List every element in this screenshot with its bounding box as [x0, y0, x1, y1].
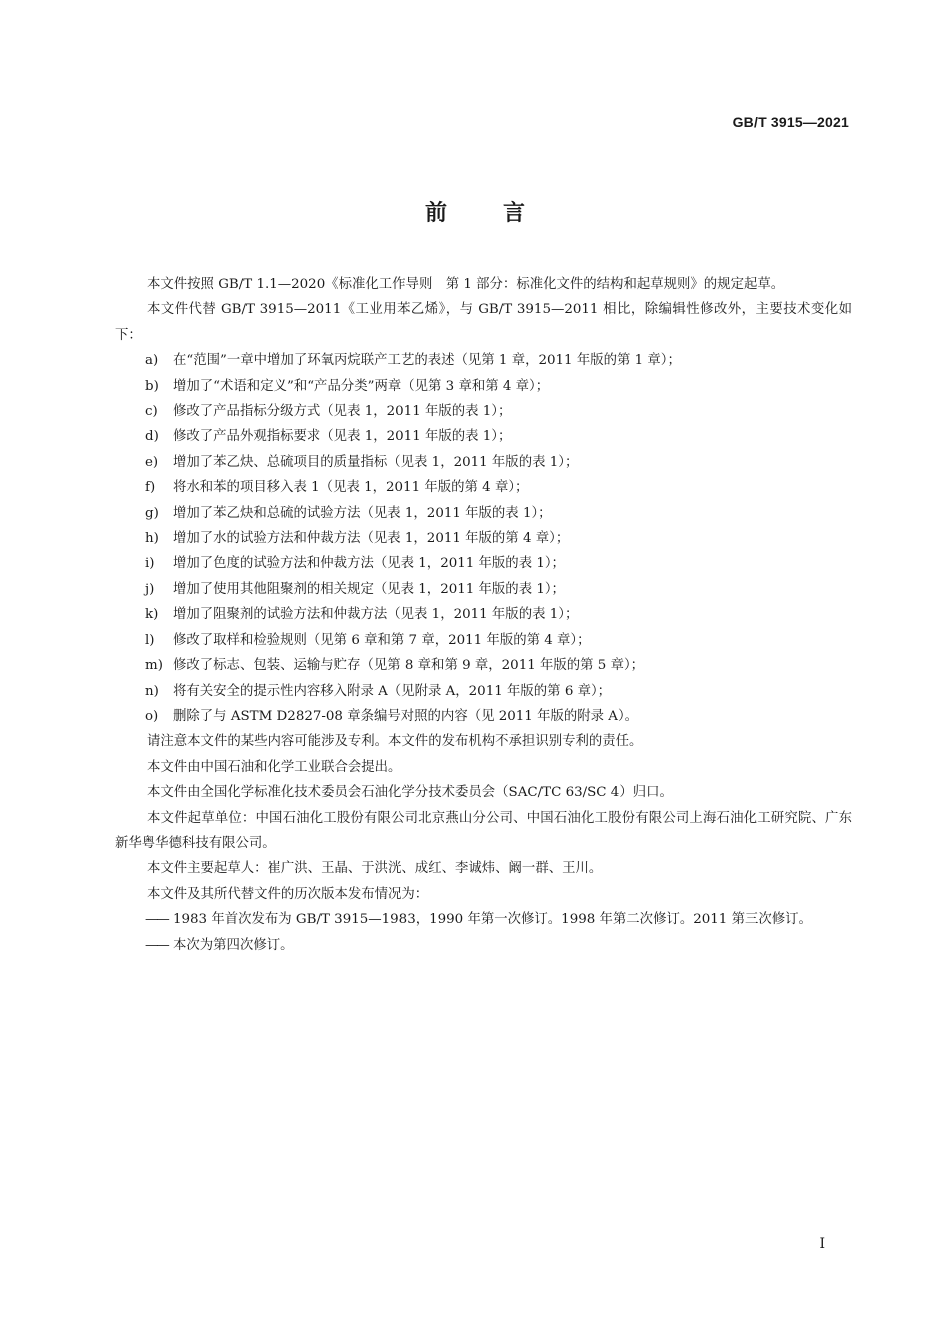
- paragraph-drafting-rules: 本文件按照 GB/T 1.1—2020《标准化工作导则 第 1 部分：标准化文件的结构和起草规则》的规定起草。: [147, 277, 785, 292]
- change-item: [115, 399, 852, 424]
- change-marker: n): [145, 683, 159, 699]
- change-marker: m): [145, 658, 163, 674]
- history-dash: ——: [145, 912, 168, 928]
- change-marker: h): [145, 531, 159, 547]
- change-item: [115, 679, 852, 704]
- change-item: [115, 374, 852, 399]
- change-marker: k): [145, 607, 159, 623]
- title-char-2: 言: [503, 201, 526, 226]
- change-item: [115, 424, 852, 449]
- change-item: [115, 450, 852, 475]
- change-item: [115, 653, 852, 678]
- change-item: [115, 526, 852, 551]
- change-text: 增加了苯乙炔、总硫项目的质量指标（见表 1，2011 年版的表 1）；: [173, 454, 579, 470]
- history-item: [115, 933, 852, 958]
- history-item: [115, 907, 852, 932]
- change-item: [115, 551, 852, 576]
- change-text: 增加了使用其他阻聚剂的相关规定（见表 1，2011 年版的表 1）；: [173, 581, 565, 597]
- change-text: 将有关安全的提示性内容移入附录 A（见附录 A，2011 年版的第 6 章）；: [173, 683, 612, 699]
- paragraph-drafting-units: 本文件起草单位：中国石油化工股份有限公司北京燕山分公司、中国石油化工股份有限公司上海石油化工研究院、广东新华粤华德科技有限公司。: [115, 810, 852, 851]
- page-number: I: [819, 1236, 825, 1252]
- change-marker: d): [145, 429, 159, 445]
- paragraph-patent-notice: 请注意本文件的某些内容可能涉及专利。本文件的发布机构不承担识别专利的责任。: [147, 734, 643, 750]
- change-item: [115, 501, 852, 526]
- change-marker: f): [145, 480, 156, 496]
- history-dash: ——: [145, 937, 168, 953]
- change-text: 将水和苯的项目移入表 1（见表 1，2011 年版的第 4 章）；: [173, 480, 529, 496]
- change-marker: l): [145, 632, 155, 648]
- change-marker: c): [145, 404, 158, 420]
- history-text: 1983 年首次发布为 GB/T 3915—1983，1990 年第一次修订。1998 年第二次修订。2011 第三次修订。: [173, 912, 812, 928]
- change-text: 修改了取样和检验规则（见第 6 章和第 7 章，2011 年版的第 4 章）；: [173, 632, 591, 648]
- change-item: [115, 348, 852, 373]
- change-item: [115, 602, 852, 627]
- foreword-body: [115, 272, 852, 958]
- title-char-1: 前: [424, 201, 447, 226]
- change-text: 删除了与 ASTM D2827-08 章条编号对照的内容（见 2011 年版的附录 A）。: [173, 708, 639, 724]
- change-item: [115, 475, 852, 500]
- change-marker: e): [145, 454, 159, 470]
- paragraph-proposer: 本文件由中国石油和化学工业联合会提出。: [147, 759, 402, 775]
- change-marker: g): [145, 505, 159, 521]
- change-text: 增加了苯乙炔和总硫的试验方法（见表 1，2011 年版的表 1）；: [173, 505, 552, 521]
- paragraph-history-intro: 本文件及其所代替文件的历次版本发布情况为：: [147, 886, 429, 902]
- paragraph-replacement: 本文件代替 GB/T 3915—2011《工业用苯乙烯》，与 GB/T 3915—2011 相比，除编辑性修改外，主要技术变化如下：: [115, 302, 852, 343]
- change-marker: b): [145, 378, 159, 394]
- change-item: [115, 704, 852, 729]
- change-marker: o): [145, 708, 159, 724]
- change-marker: i): [145, 556, 155, 572]
- change-marker: j): [145, 581, 155, 597]
- change-marker: a): [145, 353, 159, 369]
- change-item: [115, 628, 852, 653]
- paragraph-committee: 本文件由全国化学标准化技术委员会石油化学分技术委员会（SAC/TC 63/SC 4）归口。: [147, 785, 673, 801]
- change-item: [115, 577, 852, 602]
- change-text: 增加了色度的试验方法和仲裁方法（见表 1，2011 年版的表 1）；: [173, 556, 565, 572]
- change-text: 修改了产品指标分级方式（见表 1，2011 年版的表 1）；: [173, 404, 512, 420]
- standard-code: GB/T 3915—2021: [732, 114, 849, 130]
- change-text: 在“范围”一章中增加了环氧丙烷联产工艺的表述（见第 1 章，2011 年版的第 1 章）；: [173, 353, 681, 369]
- change-text: 修改了标志、包装、运输与贮存（见第 8 章和第 9 章，2011 年版的第 5 章）；: [173, 658, 645, 674]
- paragraph-drafters: 本文件主要起草人：崔广洪、王晶、于洪洸、成红、李诚炜、阚一群、王川。: [147, 861, 603, 877]
- change-text: 修改了产品外观指标要求（见表 1，2011 年版的表 1）；: [173, 429, 512, 445]
- change-text: 增加了阻聚剂的试验方法和仲裁方法（见表 1，2011 年版的表 1）；: [173, 607, 579, 623]
- change-text: 增加了“术语和定义”和“产品分类”两章（见第 3 章和第 4 章）；: [173, 378, 550, 394]
- page-title: [0, 196, 950, 227]
- history-text: 本次为第四次修订。: [173, 937, 294, 953]
- change-text: 增加了水的试验方法和仲裁方法（见表 1，2011 年版的第 4 章）；: [173, 531, 570, 547]
